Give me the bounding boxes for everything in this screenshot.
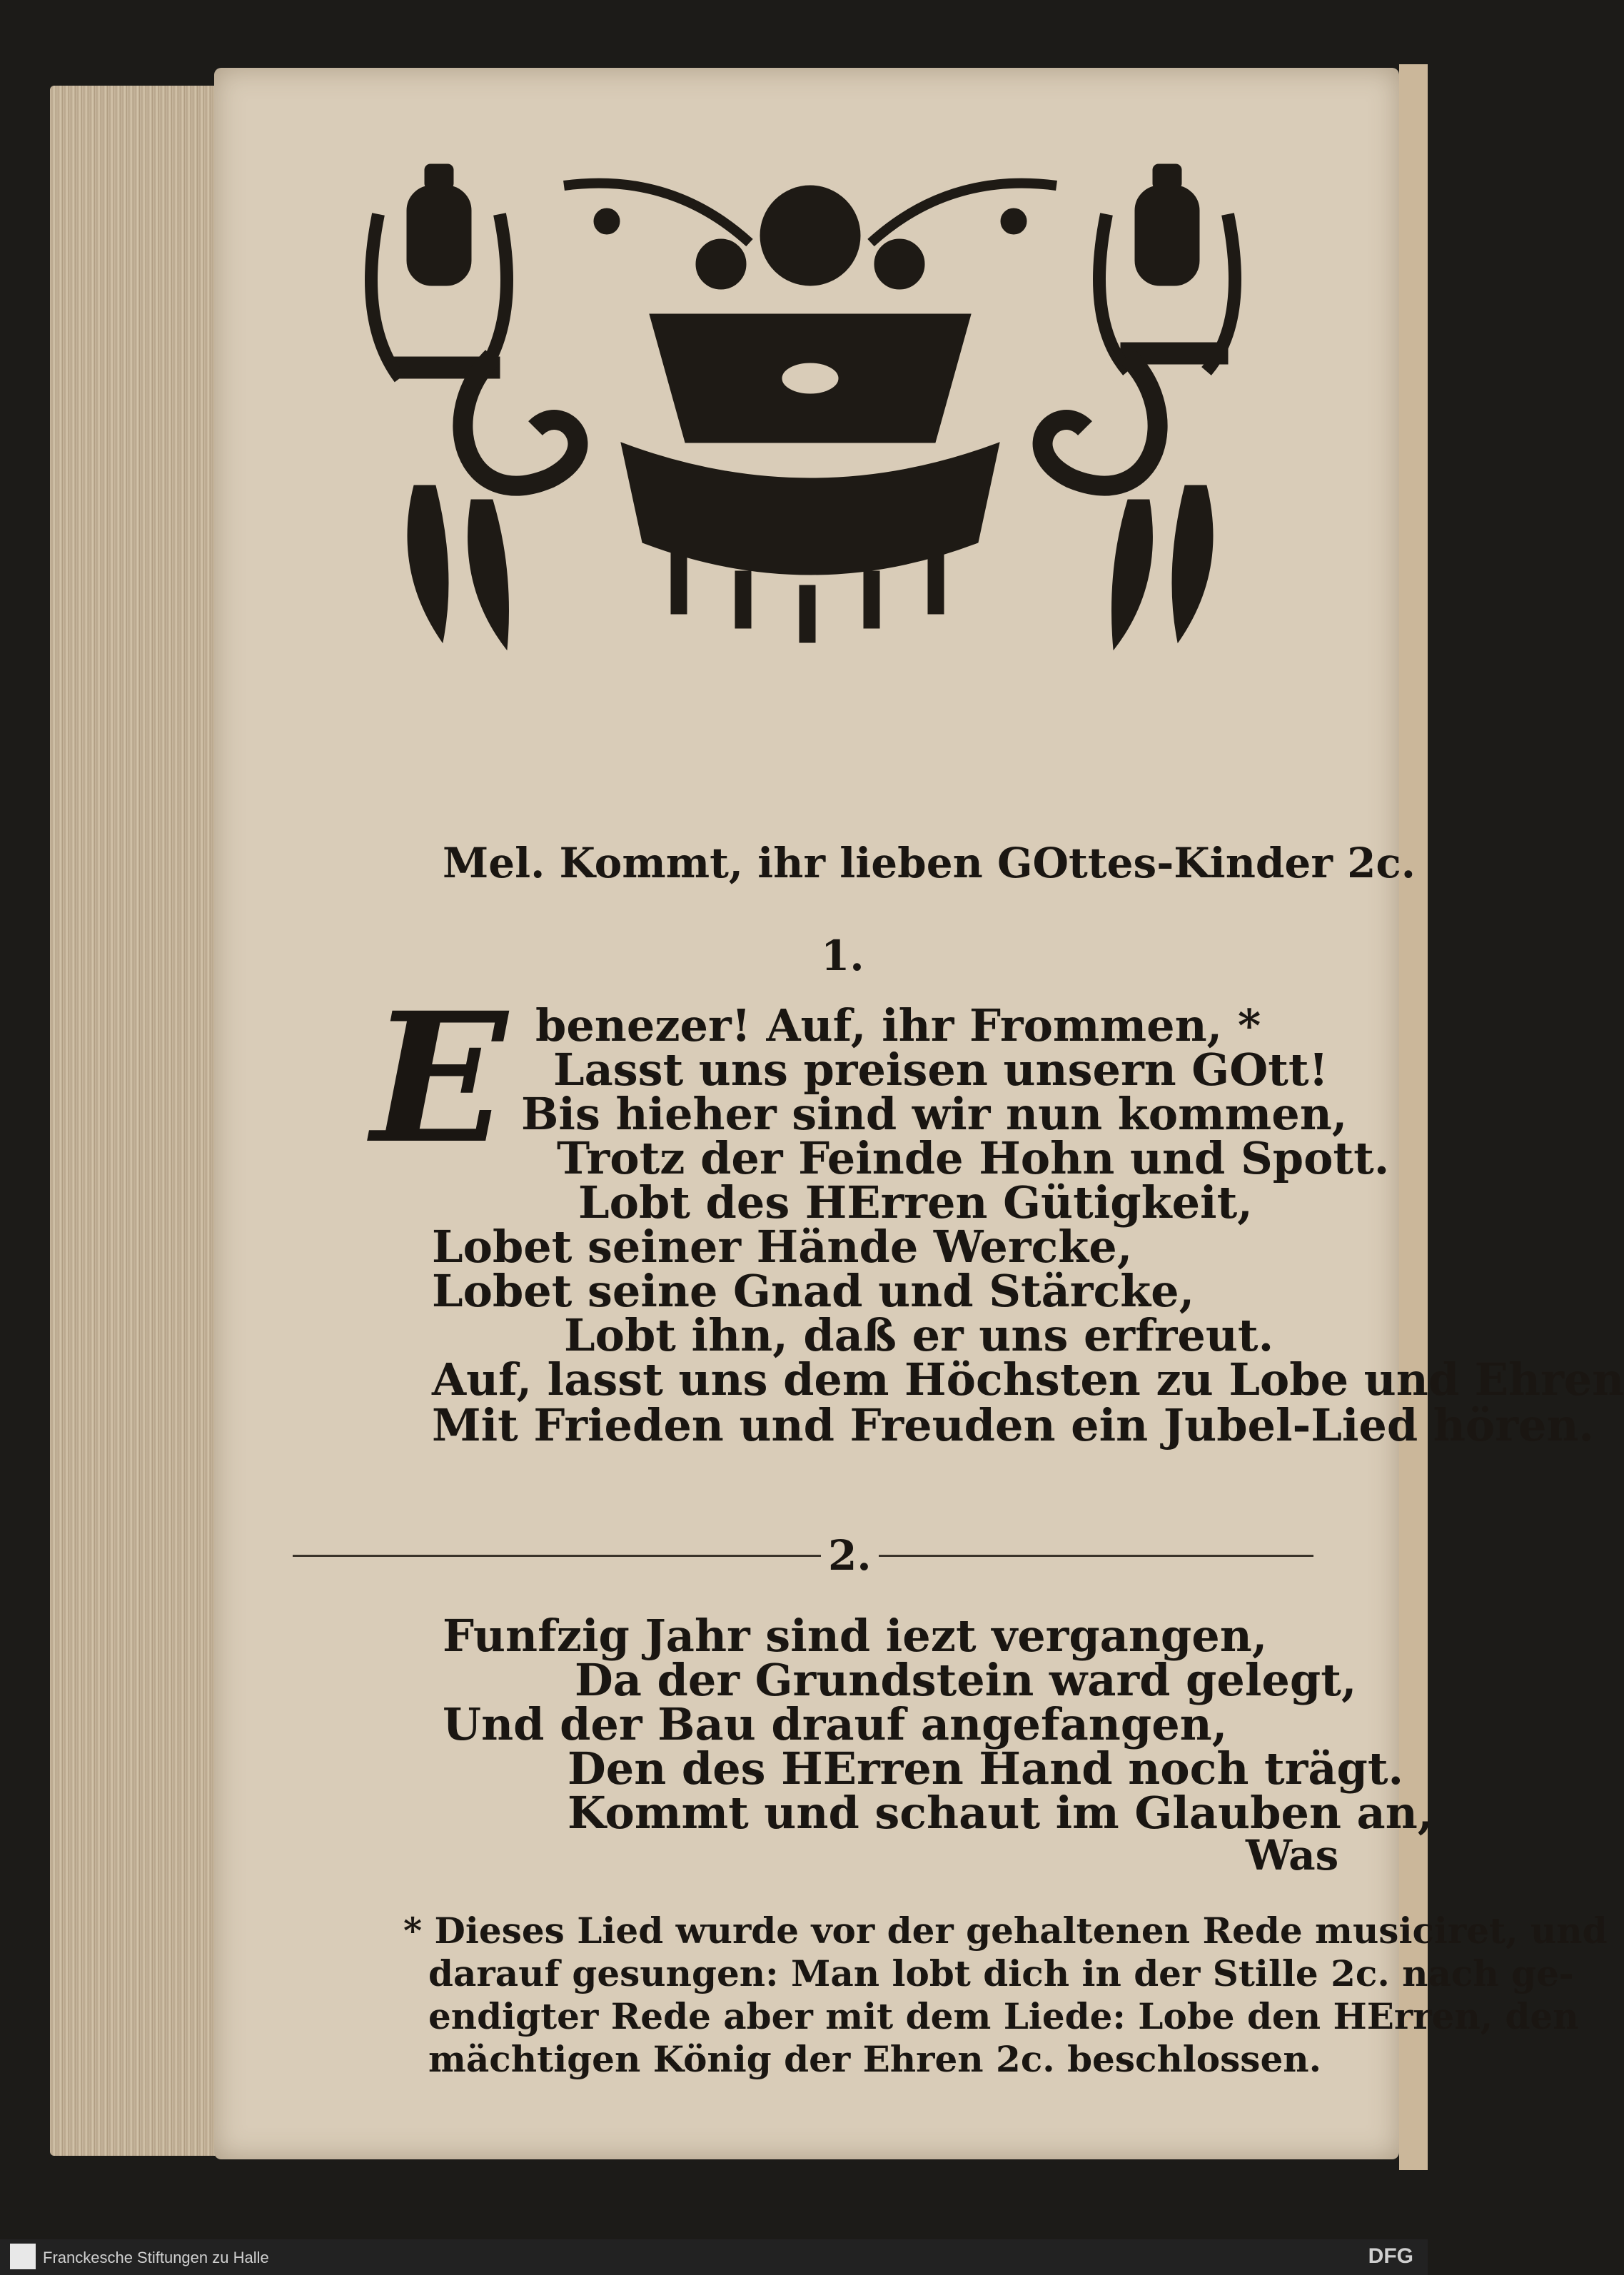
right-urn [1135, 186, 1199, 286]
stanza-1-line: Lobt ihn, daß er uns erfreut. [564, 1309, 1274, 1361]
stanza-1-line: Lobt des HErren Gütigkeit, [578, 1176, 1253, 1229]
melody-heading: Mel. Kommt, ihr lieben GOttes-Kinder 2c. [443, 839, 1416, 887]
footnote-line: mächtigen König der Ehren 2c. beschlossen. [428, 2038, 1322, 2080]
footnote-line: endigter Rede aber mit dem Liede: Lobe den HErren, den [428, 1995, 1579, 2037]
stanza-1-line: Lobet seine Gnad und Stärcke, [432, 1265, 1195, 1317]
stanza-1-line: Mit Frieden und Freuden ein Jubel-Lied hören. [432, 1399, 1595, 1451]
stanza-1-line: Lasst uns preisen unsern GOtt! [553, 1044, 1328, 1096]
stanza-2-line: Kommt und schaut im Glauben an, [568, 1787, 1433, 1839]
institution-credit: Franckesche Stiftungen zu Halle [43, 2249, 269, 2266]
stanza-2-line: Funfzig Jahr sind iezt vergangen, [443, 1610, 1268, 1662]
stanza-1-line: benezer! Auf, ihr Frommen, * [535, 999, 1261, 1051]
facing-page-edge [1399, 64, 1428, 2170]
institution-logo-icon [10, 2244, 36, 2269]
stanza-1-number: 1. [821, 932, 864, 980]
stanza-1-line: Lobet seiner Hände Wercke, [432, 1221, 1133, 1273]
funder-logo: DFG [1368, 2244, 1413, 2268]
stanza-2-line: Da der Grundstein ward gelegt, [575, 1654, 1357, 1706]
stanza-1-line: Bis hieher sind wir nun kommen, [521, 1088, 1348, 1140]
section-divider [293, 1555, 1313, 1557]
stanza-2-number: 2. [821, 1531, 879, 1580]
stanza-1-line: Trotz der Feinde Hohn und Spott. [557, 1132, 1390, 1184]
stanza-2-line: Den des HErren Hand noch trägt. [568, 1742, 1404, 1795]
ornament-headpiece [350, 143, 1271, 657]
catchword: Was [1246, 1831, 1339, 1880]
footnote-line: * Dieses Lied wurde vor der gehaltenen Rede musiciret, und [403, 1910, 1608, 1952]
left-urn [407, 186, 471, 286]
footnote-line: darauf gesungen: Man lobt dich in der Stille 2c. nach ge- [428, 1952, 1574, 1994]
stanza-1-line: Auf, lasst uns dem Höchsten zu Lobe und Ehren [432, 1353, 1624, 1406]
dropcap-letter: E [371, 973, 508, 1183]
stanza-2-line: Und der Bau drauf angefangen, [443, 1698, 1228, 1750]
